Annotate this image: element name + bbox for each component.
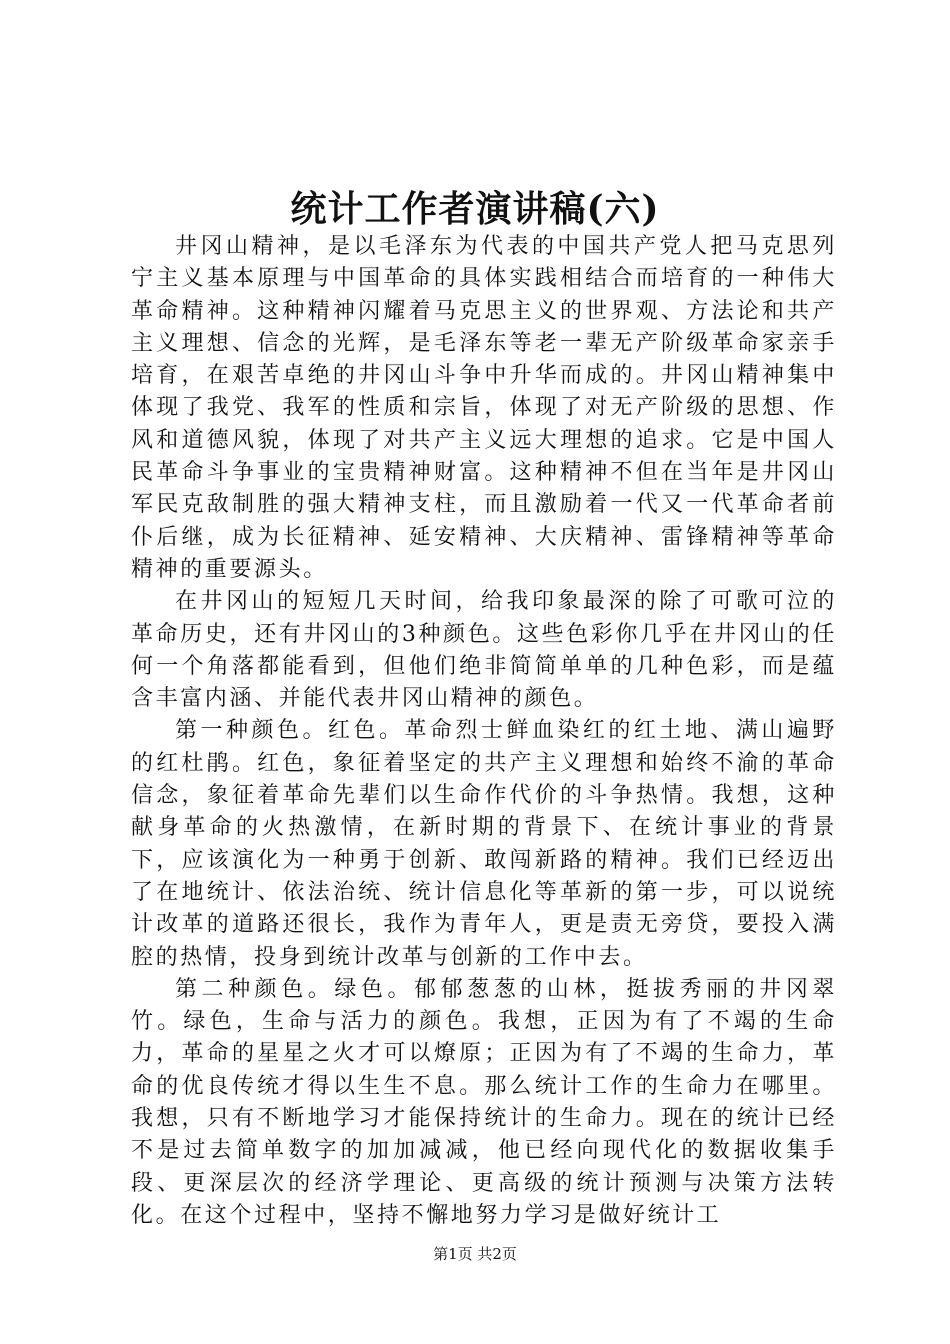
page-number-footer: 第1页 共2页 [433, 1245, 517, 1263]
document-title: 统计工作者演讲稿(六) [290, 188, 660, 230]
paragraph-1: 井冈山精神，是以毛泽东为代表的中国共产党人把马克思列宁主义基本原理与中国革命的具体实践相结合而培育的一种伟大革命精神。这种精神闪耀着马克思主义的世界观、方法论和共产主义理想、信念的光辉，是毛泽东等老一辈无产阶级革命家亲手培育，在艰苦卓绝的井冈山斗争中升华而成的。井冈山精神集中体现了我党、我军的性质和宗旨，体现了对无产阶级的思想、作风和道德风貌，体现了对共产主义远大理想的追求。它是中国人民革命斗争事业的宝贵精神财富。这种精神不但在当年是井冈山军民克敌制胜的强大精神支柱，而且激励着一代又一代革命者前仆后继，成为长征精神、延安精神、大庆精神、雷锋精神等革命精神的重要源头。 [131, 234, 837, 582]
paragraph-4: 第二种颜色。绿色。郁郁葱葱的山林，挺拔秀丽的井冈翠竹。绿色，生命与活力的颜色。我想，正因为有了不竭的生命力，革命的星星之火才可以燎原；正因为有了不竭的生命力，革命的优良传统才得以生生不息。那么统计工作的生命力在哪里。我想，只有不断地学习才能保持统计的生命力。现在的统计已经不是过去简单数字的加加减减，他已经向现代化的数据收集手段、更深层次的经济学理论、更高级的统计预测与决策方法转化。在这个过程中，坚持不懈地努力学习是做好统计工 [131, 976, 837, 1228]
paragraph-3: 第一种颜色。红色。革命烈士鲜血染红的红土地、满山遍野的红杜鹃。红色，象征着坚定的共产主义理想和始终不渝的革命信念，象征着革命先辈们以生命作代价的斗争热情。我想，这种献身革命的火热激情，在新时期的背景下、在统计事业的背景下，应该演化为一种勇于创新、敢闯新路的精神。我们已经迈出了在地统计、依法治统、统计信息化等革新的第一步，可以说统计改革的道路还很长，我作为青年人，更是责无旁贷，要投入满腔的热情，投身到统计改革与创新的工作中去。 [131, 718, 837, 970]
document-body [131, 231, 837, 1232]
paragraph-2: 在井冈山的短短几天时间，给我印象最深的除了可歌可泣的革命历史，还有井冈山的3种颜色。这些色彩你几乎在井冈山的任何一个角落都能看到，但他们绝非简简单单的几种色彩，而是蕴含丰富内涵、并能代表井冈山精神的颜色。 [131, 589, 837, 712]
